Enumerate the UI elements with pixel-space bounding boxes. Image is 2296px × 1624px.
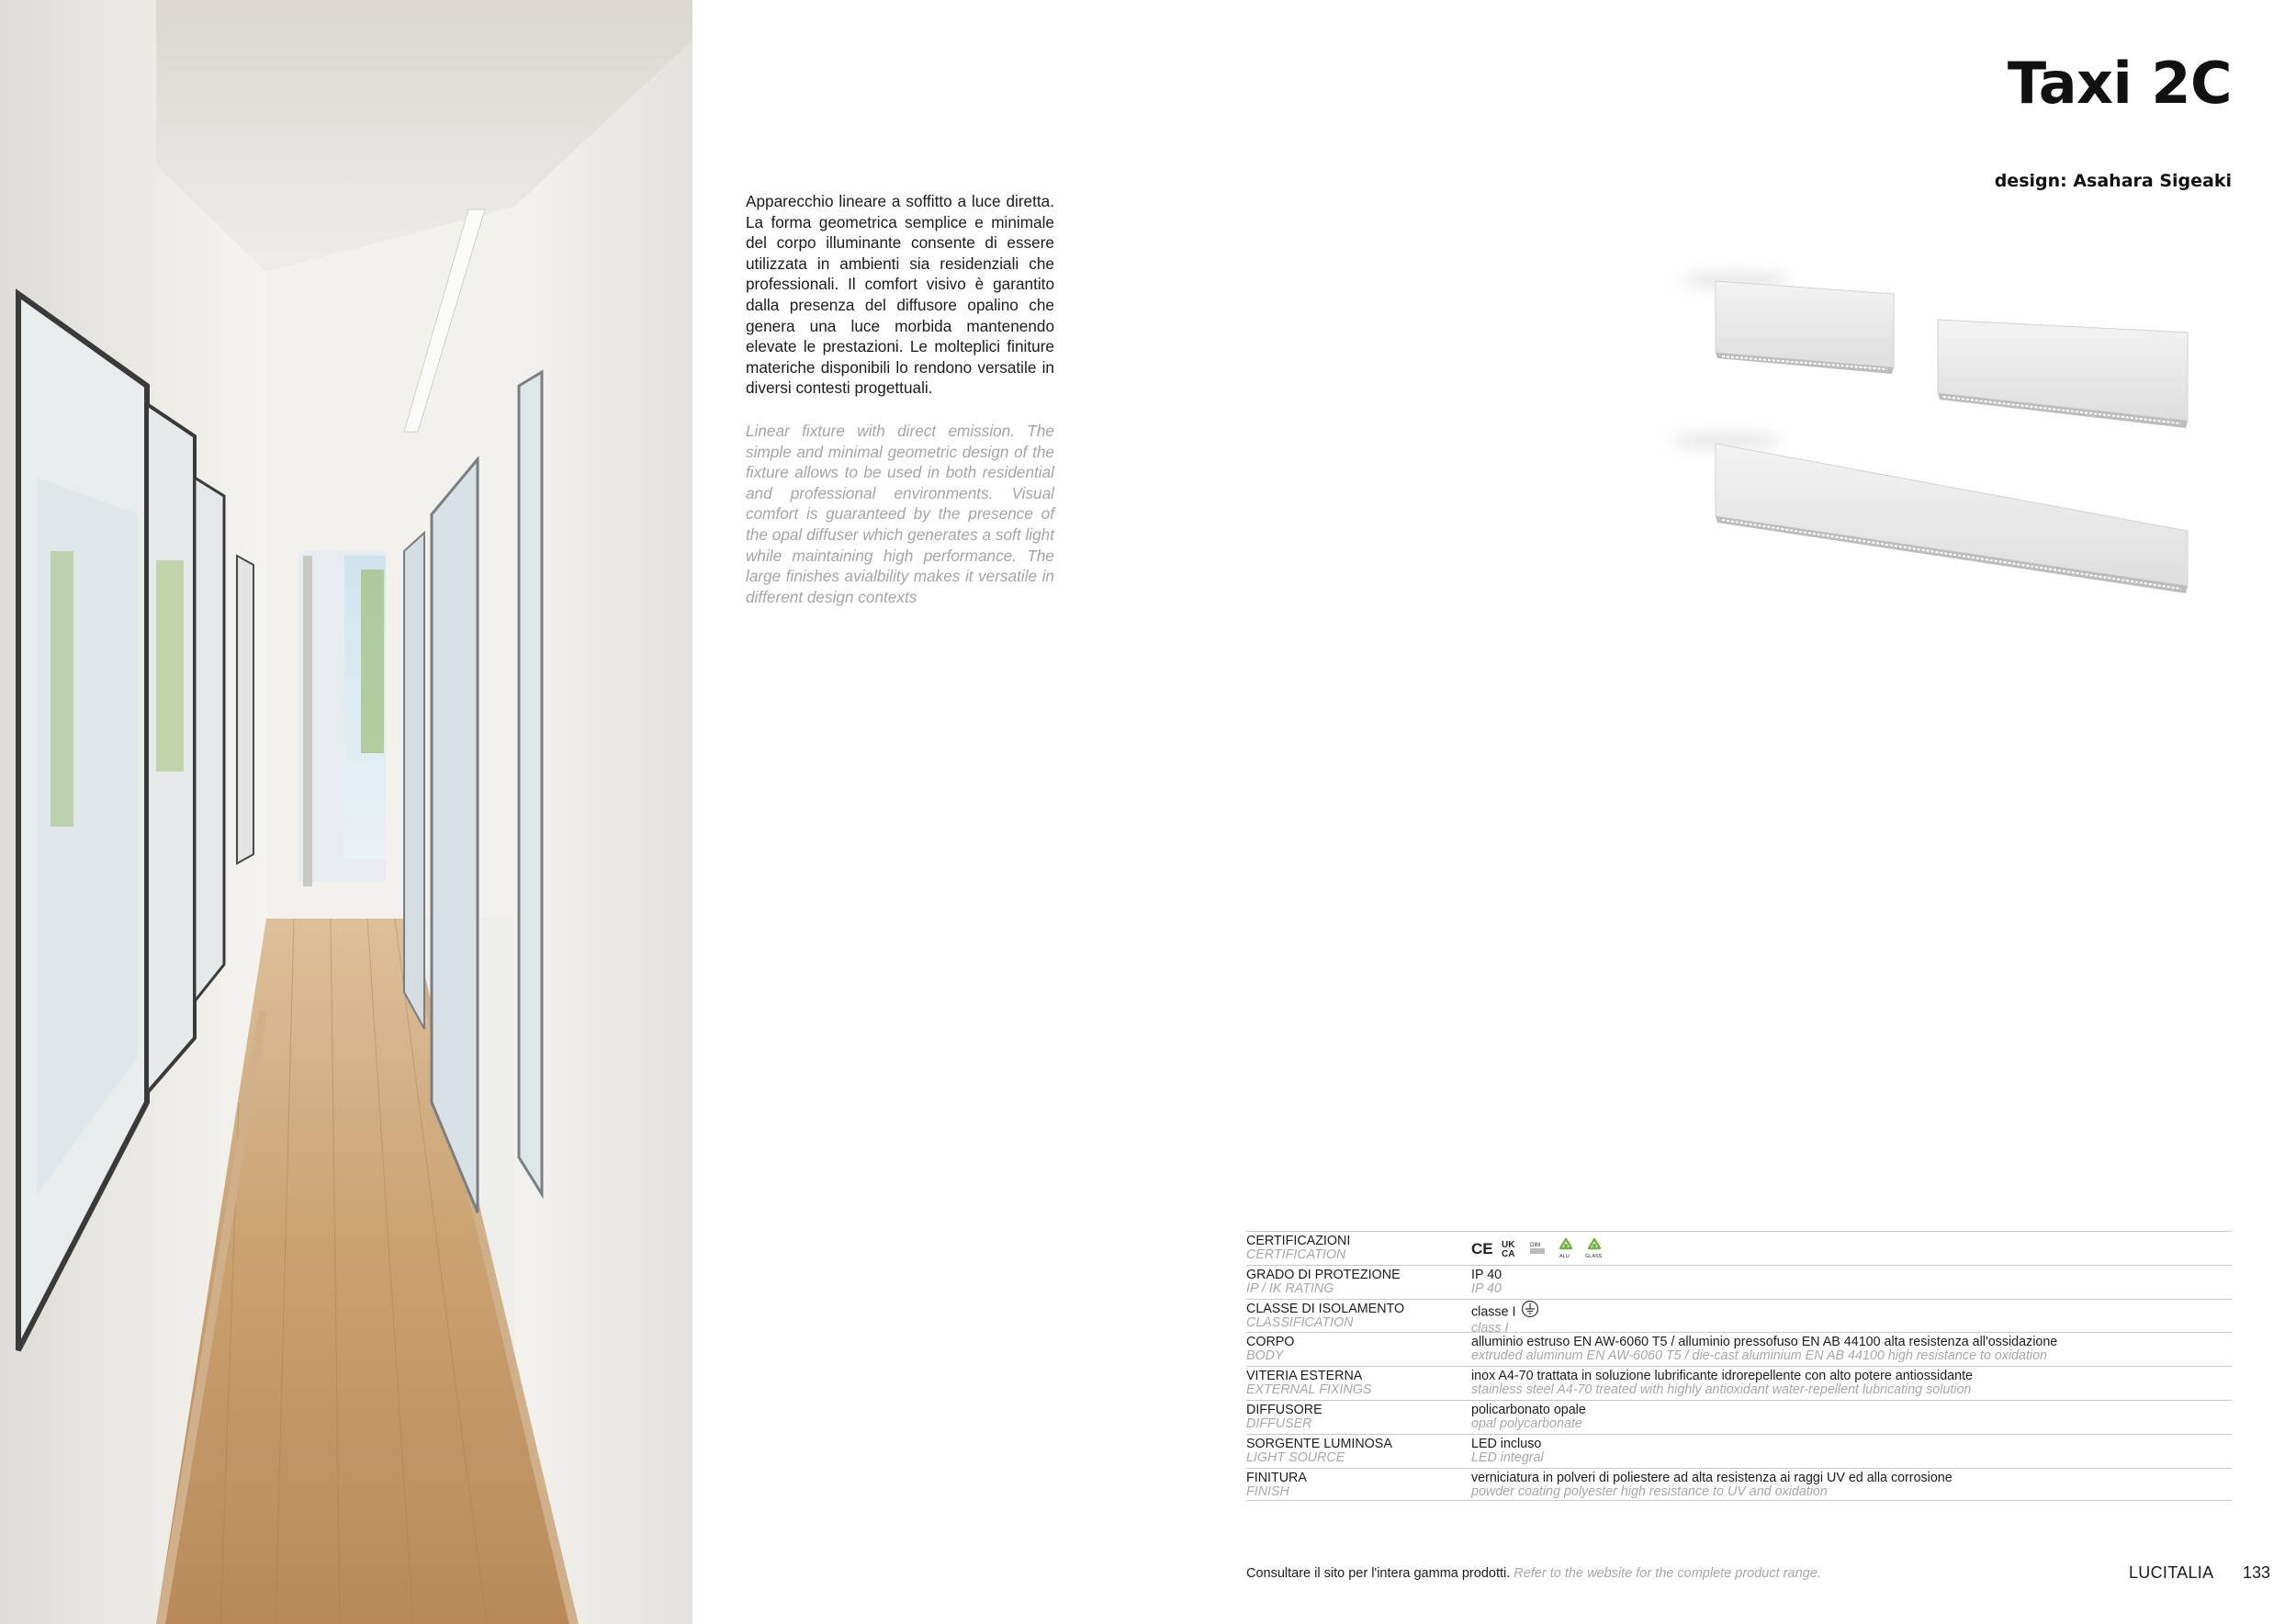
spec-label xyxy=(1246,1370,1467,1397)
alu-text: ALU xyxy=(1559,1254,1570,1259)
spec-row-finish xyxy=(1246,1468,2232,1502)
spec-label xyxy=(1246,1303,1467,1330)
spec-value-it-wrapper xyxy=(1471,1303,2234,1322)
spec-value xyxy=(1471,1438,2234,1465)
ce-mark-text: CE xyxy=(1471,1240,1493,1257)
spec-value-it: alluminio estruso EN AW-6060 T5 / alluminio pressofuso EN AB 44100 alta resistenza all'ossidazione xyxy=(1471,1335,2058,1350)
spec-value-it: LED incluso xyxy=(1471,1436,1542,1451)
footer-note xyxy=(1246,1566,1821,1581)
spec-row-ip-rating xyxy=(1246,1265,2232,1299)
dim-icon xyxy=(1528,1238,1548,1258)
description-english: Linear fixture with direct emission. The simple and minimal geometric design of the fixture allows to be used in both residential and professional environments. Visual comfort is guaranteed by the presence of the opal diffuser which generates a soft light while maintaining high performance. The large finishes avialbility makes it versatile in different design contexts xyxy=(746,422,1054,606)
glass-text: GLASS xyxy=(1585,1254,1603,1259)
spec-label-en: CLASSIFICATION xyxy=(1246,1314,1354,1330)
page-number: 133 xyxy=(2243,1563,2271,1582)
fixture-render xyxy=(1653,257,2223,606)
spec-value-en: extruded aluminum EN AW-6060 T5 / die-cast aluminium EN AB 44100 high resistance to oxidation xyxy=(1471,1348,2048,1364)
spec-row-external-fixings xyxy=(1246,1366,2232,1400)
spec-value-it: IP 40 xyxy=(1471,1267,1503,1282)
spec-value xyxy=(1471,1235,2234,1262)
spec-value xyxy=(1471,1269,2234,1296)
description-italian: Apparecchio lineare a soffitto a luce diretta. La forma geometrica semplice e minimale del corpo illuminante consente di essere utilizzata in ambienti sia residenziali che professionali. Il comfort visivo è garantito dalla presenza del diffusore opalino che genera una luce morbida mantenendo elevate le prestazioni. Le molteplici finiture materiche disponibili lo rendono versatile in diversi contesti progettuali. xyxy=(746,192,1054,398)
ukca-mark-icon xyxy=(1501,1238,1521,1258)
spec-value-en: IP 40 xyxy=(1471,1280,1502,1296)
ukca-top-text: UK xyxy=(1502,1240,1515,1250)
dim-text: DIM xyxy=(1530,1243,1540,1248)
ce-mark-icon xyxy=(1471,1240,1493,1257)
spec-row-diffuser xyxy=(1246,1400,2232,1434)
spec-label xyxy=(1246,1235,1467,1262)
spec-label-en: FINISH xyxy=(1246,1483,1289,1499)
spec-table xyxy=(1246,1231,2232,1501)
spec-label xyxy=(1246,1269,1467,1296)
spec-row-light-source xyxy=(1246,1434,2232,1468)
spec-label-en: CERTIFICATION xyxy=(1246,1247,1346,1262)
product-title: Taxi 2C xyxy=(2007,50,2232,117)
spec-label-en: EXTERNAL FIXINGS xyxy=(1246,1382,1372,1398)
spec-label-it: CERTIFICAZIONI xyxy=(1246,1234,1351,1248)
spec-value xyxy=(1471,1303,2234,1336)
spec-row-body xyxy=(1246,1332,2232,1366)
spec-value-it: verniciatura in polveri di poliestere ad alta resistenza ai raggi UV ed alla corrosione xyxy=(1471,1470,1953,1485)
spec-label-it: DIFFUSORE xyxy=(1246,1402,1322,1417)
spec-value-it: classe I xyxy=(1471,1303,1516,1319)
spec-label-it: GRADO DI PROTEZIONE xyxy=(1246,1267,1401,1282)
spec-value-en: powder coating polyester high resistance to UV and oxidation xyxy=(1471,1483,1828,1499)
fixture-short-right xyxy=(1938,320,2188,428)
spec-value-it: inox A4-70 trattata in soluzione lubrificante idrorepellente con alto potere antiossidante xyxy=(1471,1369,1974,1384)
spec-label xyxy=(1246,1336,1467,1363)
spec-label xyxy=(1246,1438,1467,1465)
spec-value-en: stainless steel A4-70 treated with highly antioxidant water-repellent lubricating solution xyxy=(1471,1382,1972,1398)
spec-value xyxy=(1471,1404,2234,1431)
ukca-bottom-text: CA xyxy=(1502,1249,1515,1258)
recycle-alu-icon xyxy=(1556,1237,1576,1259)
certification-icons xyxy=(1471,1235,2234,1262)
designer-credit: design: Asahara Sigeaki xyxy=(1994,171,2232,191)
spec-value xyxy=(1471,1336,2234,1363)
spec-row-certification xyxy=(1246,1231,2232,1265)
recycle-glass-icon xyxy=(1583,1237,1605,1259)
brand-name: LUCITALIA xyxy=(2129,1563,2214,1582)
corridor-photo xyxy=(0,0,696,1624)
spec-label xyxy=(1246,1404,1467,1431)
spec-value-en: class I xyxy=(1471,1320,1509,1336)
footer-note-it: Consultare il sito per l'intera gamma prodotti. xyxy=(1246,1566,1511,1581)
spec-value xyxy=(1471,1472,2234,1499)
spec-label xyxy=(1246,1472,1467,1499)
spec-label-en: IP / IK RATING xyxy=(1246,1280,1334,1296)
spec-value xyxy=(1471,1370,2234,1397)
spec-label-it: CLASSE DI ISOLAMENTO xyxy=(1246,1301,1405,1316)
spec-value-en: LED integral xyxy=(1471,1449,1544,1465)
product-image xyxy=(1653,257,2223,606)
corridor-photo-illustration xyxy=(0,0,696,1624)
fixture-short-left xyxy=(1716,281,1894,374)
footer-note-en: Refer to the website for the complete product range. xyxy=(1514,1566,1821,1581)
spec-row-classification xyxy=(1246,1299,2232,1336)
spec-label-en: DIFFUSER xyxy=(1246,1415,1312,1431)
spec-label-it: FINITURA xyxy=(1246,1470,1307,1485)
spec-value-en: opal polycarbonate xyxy=(1471,1415,1582,1431)
spec-label-it: SORGENTE LUMINOSA xyxy=(1246,1436,1392,1451)
spec-label-it: CORPO xyxy=(1246,1335,1295,1350)
spec-value-it: policarbonato opale xyxy=(1471,1402,1586,1417)
spec-label-it: VITERIA ESTERNA xyxy=(1246,1369,1363,1384)
spec-label-en: LIGHT SOURCE xyxy=(1246,1449,1345,1465)
fixture-long xyxy=(1716,444,2188,593)
earth-ground-icon xyxy=(1521,1300,1539,1322)
spec-label-en: BODY xyxy=(1246,1348,1284,1364)
